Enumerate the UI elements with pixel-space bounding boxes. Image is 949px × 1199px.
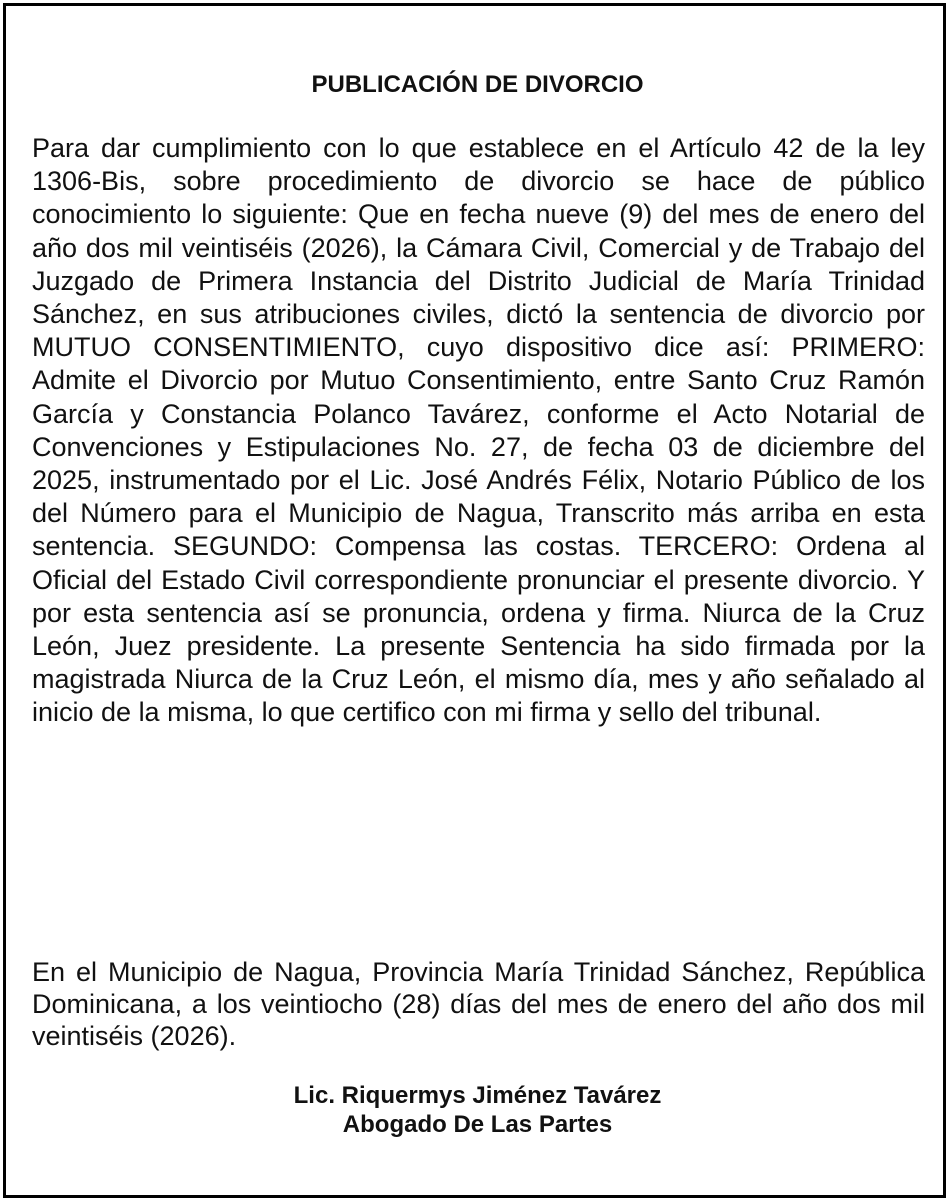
signature-name: Lic. Riquermys Jiménez Tavárez <box>293 1082 662 1109</box>
notice-title: PUBLICACIÓN DE DIVORCIO <box>311 71 644 98</box>
notice-body <box>32 132 925 730</box>
signature-block <box>6 1081 949 1139</box>
notice-frame <box>3 3 946 1198</box>
notice-body-paragraph: Para dar cumplimiento con lo que establece en el Artículo 42 de la ley 1306-Bis, sobre procedimiento de divorcio se hace de público conocimiento lo siguiente: Que en fecha nueve (9) del mes de enero del año dos mil veintiséis (2026), la Cámara Civil, Comercial y de Trabajo del Juzgado de Primera Instancia del Distrito Judicial de María Trinidad Sánchez, en sus atribuciones civiles, dictó la sentencia de divorcio por MUTUO CONSENTIMIENTO, cuyo dispositivo dice así: PRIMERO: Admite el Divorcio por Mutuo Consentimiento, entre Santo Cruz Ramón García y Constancia Polanco Tavárez, conforme el Acto Notarial de Convenciones y Estipulaciones No. 27, de fecha 03 de diciembre del 2025, instrumentado por el Lic. José Andrés Félix, Notario Público de los del Número para el Municipio de Nagua, Transcrito más arriba en esta sentencia. SEGUNDO: Compensa las costas. TERCERO: Ordena al Oficial del Estado Civil correspondiente pronunciar el presente divorcio. Y por esta sentencia así se pronuncia, ordena y firma. Niurca de la Cruz León, Juez presidente. La presente Sentencia ha sido firmada por la magistrada Niurca de la Cruz León, el mismo día, mes y año señalado al inicio de la misma, lo que certifico con mi firma y sello del tribunal. <box>32 133 925 728</box>
notice-closing-paragraph: En el Municipio de Nagua, Provincia María Trinidad Sánchez, República Dominicana, a los veintiocho (28) días del mes de enero del año dos mil veintiséis (2026). <box>32 957 925 1051</box>
notice-closing <box>32 956 925 1052</box>
signature-role: Abogado De Las Partes <box>342 1111 613 1138</box>
